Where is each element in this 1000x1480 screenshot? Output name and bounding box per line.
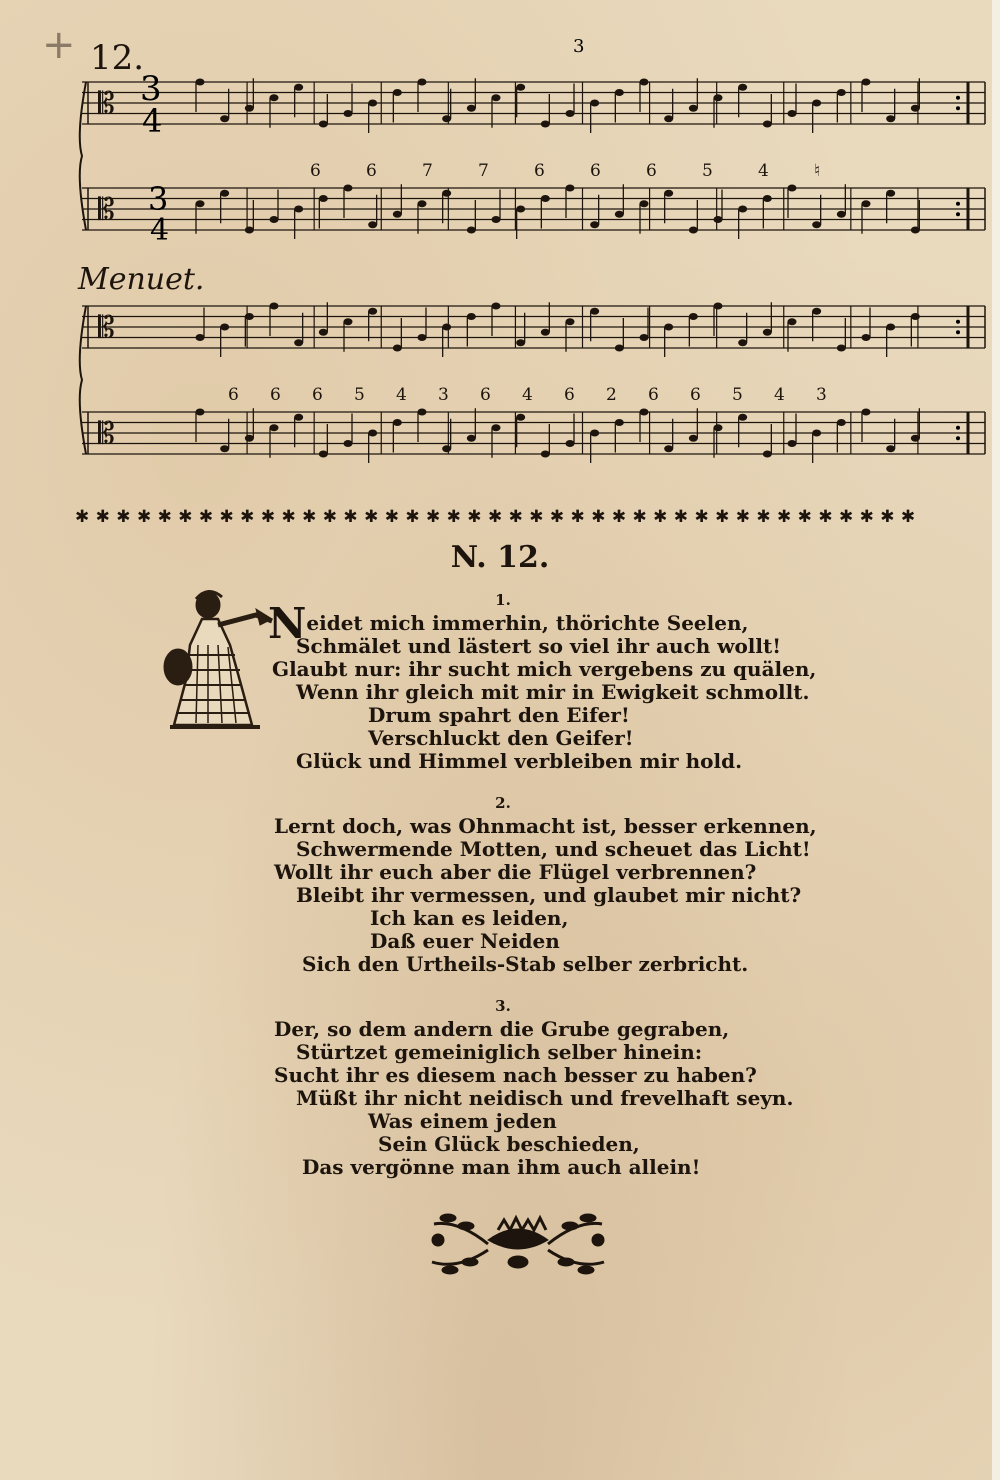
clef-sign: 𝄡 — [98, 192, 115, 228]
verse-line: Drum spahrt den Eifer! — [368, 703, 630, 727]
note-head — [393, 345, 402, 352]
bass-figure: 6 — [480, 385, 491, 405]
note-head — [590, 430, 599, 437]
bass-figure: 4 — [774, 385, 785, 405]
note-head — [664, 445, 673, 452]
note-head — [911, 313, 920, 320]
note-head — [590, 100, 599, 107]
note-head — [714, 216, 723, 223]
note-head — [368, 100, 377, 107]
verse-line-text: eidet mich immerhin, thörichte Seelen, — [306, 611, 749, 635]
note-head — [344, 185, 353, 192]
note-head — [467, 435, 476, 442]
note-head — [886, 190, 895, 197]
note-head — [467, 227, 476, 234]
verse-line: Glaubt nur: ihr sucht mich vergebens zu quälen, — [272, 657, 817, 681]
note-head — [245, 435, 254, 442]
note-head — [862, 200, 871, 207]
note-head — [615, 211, 624, 218]
note-head — [442, 190, 451, 197]
bass-figure: 6 — [366, 161, 377, 181]
note-head — [442, 115, 451, 122]
note-head — [640, 79, 649, 86]
bass-figure: 6 — [312, 385, 323, 405]
barlines — [88, 82, 985, 454]
note-head — [220, 445, 229, 452]
bass-figure: 6 — [310, 161, 321, 181]
pencil-plus-mark: + — [42, 22, 76, 68]
time-signature-bottom: 4 — [150, 213, 170, 248]
note-head — [393, 419, 402, 426]
note-head — [344, 318, 353, 325]
note-head — [566, 440, 575, 447]
repeat-dot — [956, 96, 960, 100]
verse-line: Bleibt ihr vermessen, und glaubet mir nicht? — [296, 883, 802, 907]
note-head — [714, 94, 723, 101]
verse-line: Sein Glück beschieden, — [378, 1132, 640, 1156]
note-head — [862, 79, 871, 86]
bass-figure: 4 — [522, 385, 533, 405]
note-head — [640, 409, 649, 416]
note-head — [590, 221, 599, 228]
note-head — [862, 334, 871, 341]
note-head — [812, 430, 821, 437]
note-head — [319, 329, 328, 336]
note-head — [763, 195, 772, 202]
note-head — [220, 190, 229, 197]
note-head — [566, 318, 575, 325]
note-head — [788, 185, 797, 192]
note-head — [220, 324, 229, 331]
stanza-3 — [268, 996, 794, 1179]
note-head — [245, 105, 254, 112]
verse-line: Verschluckt den Geifer! — [368, 726, 634, 750]
repeat-dot — [956, 320, 960, 324]
note-head — [590, 308, 599, 315]
bass-figures — [228, 161, 827, 405]
note-head — [689, 227, 698, 234]
note-head — [615, 345, 624, 352]
note-head — [738, 206, 747, 213]
note-head — [516, 206, 525, 213]
note-head — [196, 79, 205, 86]
note-head — [763, 329, 772, 336]
bass-figure: 4 — [396, 385, 407, 405]
repeat-dot — [956, 106, 960, 110]
note-head — [492, 94, 501, 101]
time-signature-top: 3 — [148, 180, 169, 218]
note-head — [393, 89, 402, 96]
system-brace — [80, 82, 86, 230]
stanza-number: 2. — [495, 794, 511, 812]
bass-figure: 6 — [228, 385, 239, 405]
bass-figure: 7 — [422, 161, 433, 181]
verse-line: Schwermende Motten, und scheuet das Licht! — [296, 837, 811, 861]
note-head — [368, 308, 377, 315]
stanza-number: 3. — [495, 997, 511, 1015]
ornament-numeral: 3 — [573, 36, 585, 57]
verse-line: Wenn ihr gleich mit mir in Ewigkeit schmollt. — [296, 680, 810, 704]
note-head — [270, 216, 279, 223]
note-head — [738, 414, 747, 421]
drop-cap: N — [268, 599, 307, 648]
note-head — [714, 303, 723, 310]
note-head — [541, 451, 550, 458]
note-head — [664, 115, 673, 122]
verse-line: Glück und Himmel verbleiben mir hold. — [296, 749, 743, 773]
note-head — [738, 339, 747, 346]
note-head — [492, 424, 501, 431]
note-head — [516, 84, 525, 91]
woodcut-figure-image — [160, 585, 280, 735]
repeat-dot — [956, 426, 960, 430]
note-head — [837, 345, 846, 352]
note-head — [245, 313, 254, 320]
verse-line: Sucht ihr es diesem nach besser zu haben? — [274, 1063, 757, 1087]
note-head — [837, 89, 846, 96]
note-head — [541, 195, 550, 202]
note-head — [196, 200, 205, 207]
note-head — [442, 324, 451, 331]
bass-figure: 5 — [354, 385, 365, 405]
bass-figure: 3 — [438, 385, 449, 405]
note-head — [393, 211, 402, 218]
bass-figure: 3 — [816, 385, 827, 405]
note-head — [294, 339, 303, 346]
note-head — [516, 339, 525, 346]
note-head — [911, 227, 920, 234]
note-head — [418, 200, 427, 207]
note-head — [812, 100, 821, 107]
note-head — [886, 324, 895, 331]
time-signature-bottom: 4 — [142, 102, 163, 140]
verse-line: Der, so dem andern die Grube gegraben, — [274, 1017, 730, 1041]
bass-figure: 7 — [478, 161, 489, 181]
note-head — [270, 94, 279, 101]
note-head — [492, 216, 501, 223]
clef-sign: 𝄡 — [98, 86, 115, 122]
music-score — [0, 0, 1000, 500]
note-head — [294, 84, 303, 91]
note-head — [344, 110, 353, 117]
note-head — [220, 115, 229, 122]
note-head — [368, 221, 377, 228]
note-head — [196, 334, 205, 341]
verse-line: Das vergönne man ihm auch allein! — [302, 1155, 701, 1179]
bass-figure: 6 — [590, 161, 601, 181]
note-head — [886, 115, 895, 122]
note-head — [245, 227, 254, 234]
bass-figure: 6 — [648, 385, 659, 405]
note-head — [270, 424, 279, 431]
verse-line: Ich kan es leiden, — [370, 906, 569, 930]
staff-lines — [82, 82, 985, 454]
verse-line: Lernt doch, was Ohnmacht ist, besser erkennen, — [274, 814, 817, 838]
repeat-dot — [956, 436, 960, 440]
note-head — [344, 440, 353, 447]
note-head — [319, 451, 328, 458]
note-head — [664, 190, 673, 197]
bass-figure: 6 — [564, 385, 575, 405]
stanza-number: 1. — [495, 591, 511, 609]
note-head — [837, 419, 846, 426]
note-head — [788, 110, 797, 117]
note-head — [467, 105, 476, 112]
note-head — [270, 303, 279, 310]
note-head — [294, 414, 303, 421]
repeat-dot — [956, 330, 960, 334]
note-head — [911, 105, 920, 112]
note-head — [689, 313, 698, 320]
repeat-dot — [956, 212, 960, 216]
bass-figure: ♮ — [814, 161, 821, 181]
note-head — [689, 435, 698, 442]
note-head — [418, 79, 427, 86]
page-number: 12. — [90, 38, 145, 78]
verse-line: Sich den Urtheils-Stab selber zerbricht. — [302, 952, 749, 976]
note-head — [319, 195, 328, 202]
note-head — [640, 200, 649, 207]
note-head — [812, 308, 821, 315]
note-head — [541, 121, 550, 128]
note-head — [442, 445, 451, 452]
note-head — [294, 206, 303, 213]
bass-figure: 4 — [758, 161, 769, 181]
stanza-1 — [268, 590, 817, 773]
system-brace — [80, 306, 86, 454]
verse-line: Wollt ihr euch aber die Flügel verbrennen? — [274, 860, 757, 884]
note-head — [319, 121, 328, 128]
note-head — [837, 211, 846, 218]
note-head — [664, 324, 673, 331]
note-head — [788, 440, 797, 447]
note-head — [418, 409, 427, 416]
note-head — [492, 303, 501, 310]
note-head — [689, 105, 698, 112]
bass-figure: 6 — [690, 385, 701, 405]
note-head — [714, 424, 723, 431]
clef-sign: 𝄡 — [98, 416, 115, 452]
note-head — [541, 329, 550, 336]
note-head — [418, 334, 427, 341]
note-head — [763, 121, 772, 128]
note-head — [862, 409, 871, 416]
verse-line: Müßt ihr nicht neidisch und frevelhaft seyn. — [296, 1086, 794, 1110]
time-signature-top: 3 — [140, 69, 162, 109]
floral-vignette-image — [428, 1200, 608, 1282]
note-head — [516, 414, 525, 421]
note-head — [196, 409, 205, 416]
song-number: N. 12. — [450, 540, 550, 575]
verse-line: Schmälet und lästert so viel ihr auch wollt! — [296, 634, 782, 658]
note-head — [368, 430, 377, 437]
note-head — [615, 419, 624, 426]
bass-figure: 5 — [702, 161, 713, 181]
bass-figure: 6 — [270, 385, 281, 405]
verse-line: Daß euer Neiden — [370, 929, 560, 953]
bass-figure: 6 — [646, 161, 657, 181]
stanza-2 — [268, 793, 817, 976]
note-head — [738, 84, 747, 91]
menuet-label: Menuet. — [78, 262, 205, 297]
notes — [196, 78, 920, 463]
verse-line: Stürtzet gemeiniglich selber hinein: — [296, 1040, 703, 1064]
note-head — [812, 221, 821, 228]
bass-figure: 6 — [534, 161, 545, 181]
bass-figure: 5 — [732, 385, 743, 405]
note-head — [566, 185, 575, 192]
note-head — [467, 313, 476, 320]
clef-sign: 𝄡 — [98, 310, 115, 346]
note-head — [763, 451, 772, 458]
repeat-dot — [956, 202, 960, 206]
star-divider: ✱ ✱ ✱ ✱ ✱ ✱ ✱ ✱ ✱ ✱ ✱ ✱ ✱ ✱ ✱ ✱ ✱ ✱ ✱ ✱ ✱ ✱ ✱ ✱ ✱ ✱ ✱ ✱ ✱ ✱ ✱ ✱ ✱ ✱ ✱ ✱ ✱ ✱ ✱ ✱ ✱ — [75, 507, 916, 527]
note-head — [886, 445, 895, 452]
note-head — [640, 334, 649, 341]
bass-figure: 2 — [606, 385, 617, 405]
verse-line: Was einem jeden — [368, 1109, 557, 1133]
note-head — [788, 318, 797, 325]
note-head — [911, 435, 920, 442]
note-head — [566, 110, 575, 117]
note-head — [615, 89, 624, 96]
